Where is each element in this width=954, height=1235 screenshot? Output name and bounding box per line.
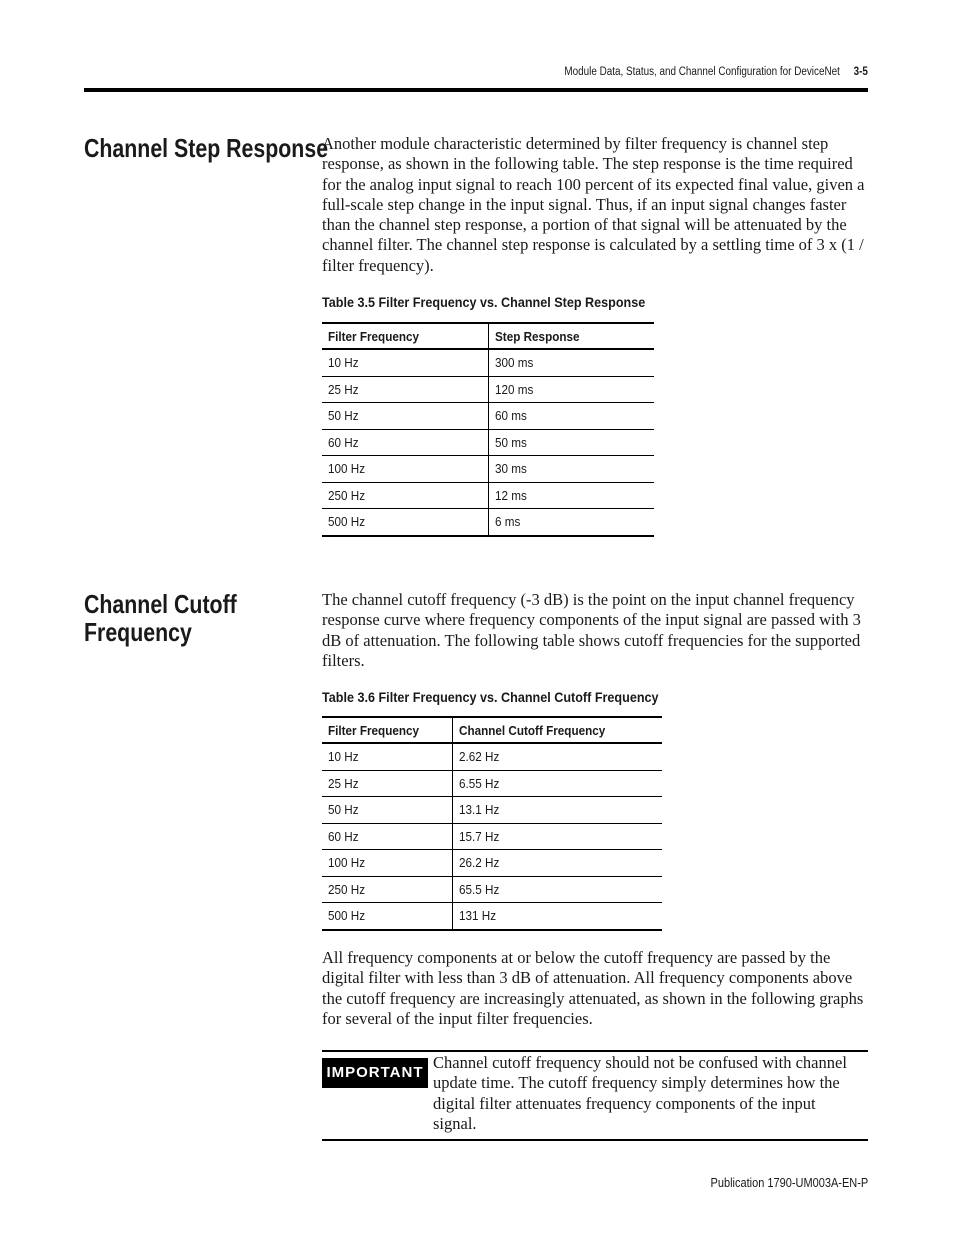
table-row [322,903,662,930]
column-header: Filter Frequency [322,717,452,743]
table-cell: 6 ms [488,509,654,536]
table-cell: 250 Hz [322,482,488,509]
table-row [322,770,662,797]
header-rule [84,88,868,92]
table-row [322,850,662,877]
table-cell: 25 Hz [322,376,488,403]
section-title-cutoff-frequency [84,590,273,646]
column-header: Step Response [488,323,654,349]
table-cell: 10 Hz [322,349,488,376]
table-row [322,876,662,903]
table-cell: 131 Hz [452,903,662,930]
column-header: Filter Frequency [322,323,488,349]
table-cell: 500 Hz [328,908,366,924]
important-top-rule [322,1050,868,1052]
column-header: Channel Cutoff Frequency [452,717,662,743]
table-row [322,823,662,850]
cutoff-frequency-paragraph: The channel cutoff frequency (-3 dB) is the point on the input channel frequency response curve where frequency components of the input signal are passed with 3 dB of attenuation. The following table shows cutoff frequencies for the supported filters. [322,590,861,670]
table-row [322,403,654,430]
table-cell: 50 Hz [322,797,452,824]
table-row [322,509,654,536]
table-row [322,743,662,770]
page-number: 3-5 [853,66,868,78]
table-cell: 2.62 Hz [452,743,662,770]
important-bottom-rule [322,1139,868,1141]
table-cell: 25 Hz [322,770,452,797]
step-response-table [322,322,654,537]
table-cell: 120 ms [488,376,654,403]
cutoff-frequency-table [322,716,662,931]
table-cell: 50 Hz [322,403,488,430]
table-cell: 10 Hz [322,743,452,770]
table-cell: 65.5 Hz [452,876,662,903]
table-cell: 12 ms [488,482,654,509]
table-cell: 26.2 Hz [452,850,662,877]
table-row [322,797,662,824]
table-row [322,482,654,509]
table-cell: 50 ms [488,429,654,456]
table-header-row [322,323,654,349]
table-cell: 30 ms [488,456,654,483]
table-cell: 60 Hz [322,823,452,850]
table-header-row [322,717,662,743]
table-cell: 60 Hz [322,429,488,456]
important-label: IMPORTANT [322,1058,428,1088]
table-cell: 13.1 Hz [452,797,662,824]
table-cell: 6.55 Hz [452,770,662,797]
running-header [565,66,868,78]
table-cell: 250 Hz [322,876,452,903]
important-text: Channel cutoff frequency should not be confused with channel update time. The cutoff frequency simply determines how the digital filter attenuates frequency components of the input signal. [433,1053,847,1133]
table-row [322,429,654,456]
table-cell: 60 ms [488,403,654,430]
table-row [322,376,654,403]
running-title: Module Data, Status, and Channel Configuration for DeviceNet [564,66,840,78]
table-row [322,456,654,483]
section-title-line: Channel Cutoff [84,589,237,619]
table-3-6-caption: Table 3.6 Filter Frequency vs. Channel Cutoff Frequency [322,689,659,705]
attenuation-paragraph: All frequency components at or below the cutoff frequency are passed by the digital filter with less than 3 dB of attenuation. All frequency components above the cutoff frequency are increasingly attenuated, as shown in the following graphs for several of the input filter frequencies. [322,948,864,1028]
section-title-step-response: Channel Step Response [84,133,329,163]
table-cell: 15.7 Hz [452,823,662,850]
table-row [322,349,654,376]
publication-footer: Publication 1790-UM003A-EN-P [710,1176,868,1190]
table-cell: 100 Hz [322,456,488,483]
table-3-5-caption: Table 3.5 Filter Frequency vs. Channel Step Response [322,294,646,310]
table-cell: 500 Hz [328,514,366,530]
step-response-paragraph: Another module characteristic determined by filter frequency is channel step response, as shown in the following table. The step response is the time required for the analog input signal to reach 100 percent of its expected final value, given a full-scale step change in the input signal. Thus, if an input signal changes faster than the channel step response, a portion of that signal will be attenuated by the channel filter. The channel step response is calculated by a settling time of 3 x (1 / filter frequency). [322,134,865,275]
table-cell: 100 Hz [322,850,452,877]
table-cell: 300 ms [488,349,654,376]
section-title-line: Frequency [84,617,192,647]
